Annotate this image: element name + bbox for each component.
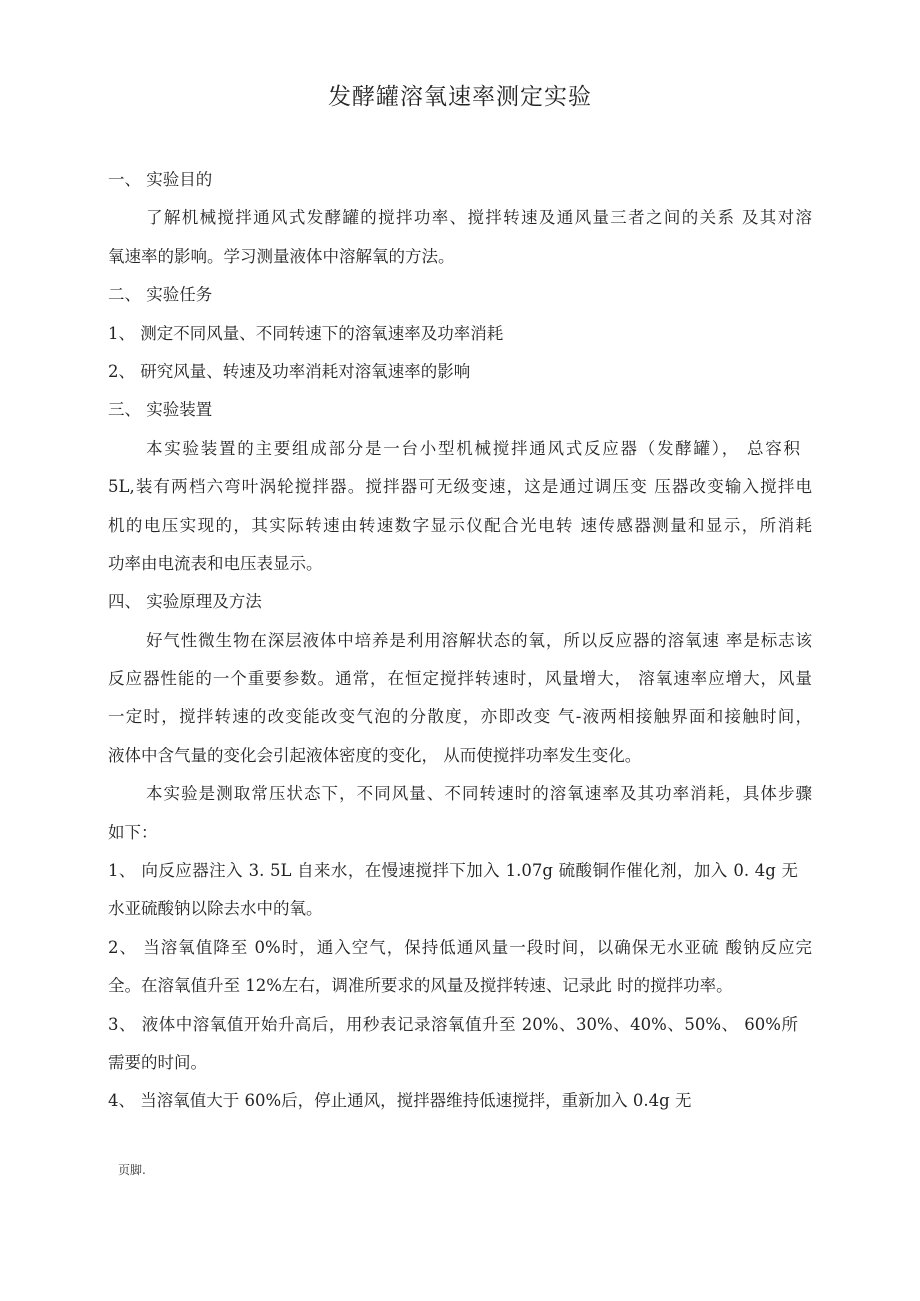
- list-item: 1、 向反应器注入 3. 5L 自来水，在慢速搅拌下加入 1.07g 硫酸铜作催化剂，加入 0. 4g 无: [108, 861, 798, 881]
- section-heading: 四、 实验原理及方法: [108, 592, 262, 612]
- list-item: 2、 当溶氧值降至 0%时，通入空气，保持低通风量一段时间，以确保无水亚硫 酸钠反应完: [108, 937, 812, 957]
- paragraph-line: 本实验是测取常压状态下，不同风量、不同转速时的溶氧速率及其功率消耗，具体步骤: [146, 784, 812, 804]
- paragraph-line: 一定时，搅拌转速的改变能改变气泡的分散度，亦即改变 气-液两相接触界面和接触时间，: [108, 707, 812, 727]
- paragraph-line: 本实验装置的主要组成部分是一台小型机械搅拌通风式反应器（发酵罐）， 总容积: [146, 438, 800, 458]
- list-item-continuation: 水亚硫酸钠以除去水中的氧。: [108, 899, 323, 919]
- paragraph-line: 反应器性能的一个重要参数。通常，在恒定搅拌转速时，风量增大， 溶氧速率应增大，风量: [108, 669, 812, 689]
- list-item-continuation: 需要的时间。: [108, 1052, 207, 1072]
- document-body: [108, 161, 812, 1121]
- paragraph-line: 了解机械搅拌通风式发酵罐的搅拌功率、搅拌转速及通风量三者之间的关系 及其对溶: [146, 208, 812, 228]
- list-item: 3、 液体中溶氧值开始升高后，用秒表记录溶氧值升至 20%、30%、40%、50%、 60%所: [108, 1014, 798, 1034]
- paragraph-line: 如下：: [108, 822, 158, 842]
- section-heading: 一、 实验目的: [108, 170, 213, 189]
- list-item: 4、 当溶氧值大于 60%后，停止通风，搅拌器维持低速搅拌，重新加入 0.4g 无: [108, 1091, 692, 1111]
- paragraph-line: 机的电压实现的，其实际转速由转速数字显示仪配合光电转 速传感器测量和显示，所消耗: [108, 515, 812, 535]
- paragraph-line: 5L,装有两档六弯叶涡轮搅拌器。搅拌器可无级变速，这是通过调压变 压器改变输入搅拌电: [108, 477, 812, 497]
- section-heading: 三、 实验装置: [108, 400, 213, 420]
- list-item: 2、 研究风量、转速及功率消耗对溶氧速率的影响: [108, 361, 471, 381]
- list-item-continuation: 全。在溶氧值升至 12%左右，调准所要求的风量及搅拌转速、记录此 时的搅拌功率。: [108, 976, 733, 996]
- page-footer: 页脚.: [118, 1163, 146, 1177]
- document-title: 发酵罐溶氧速率测定实验: [328, 84, 592, 110]
- section-heading: 二、 实验任务: [108, 285, 213, 305]
- paragraph-line: 功率由电流表和电压表显示。: [108, 553, 323, 573]
- list-item: 1、 测定不同风量、不同转速下的溶氧速率及功率消耗: [108, 323, 504, 343]
- paragraph-line: 氧速率的影响。学习测量液体中溶解氧的方法。: [108, 246, 455, 266]
- paragraph-line: 好气性微生物在深层液体中培养是利用溶解状态的氧，所以反应器的溶氧速 率是标志该: [146, 630, 812, 650]
- paragraph-line: 液体中含气量的变化会引起液体密度的变化， 从而使搅拌功率发生变化。: [108, 745, 642, 765]
